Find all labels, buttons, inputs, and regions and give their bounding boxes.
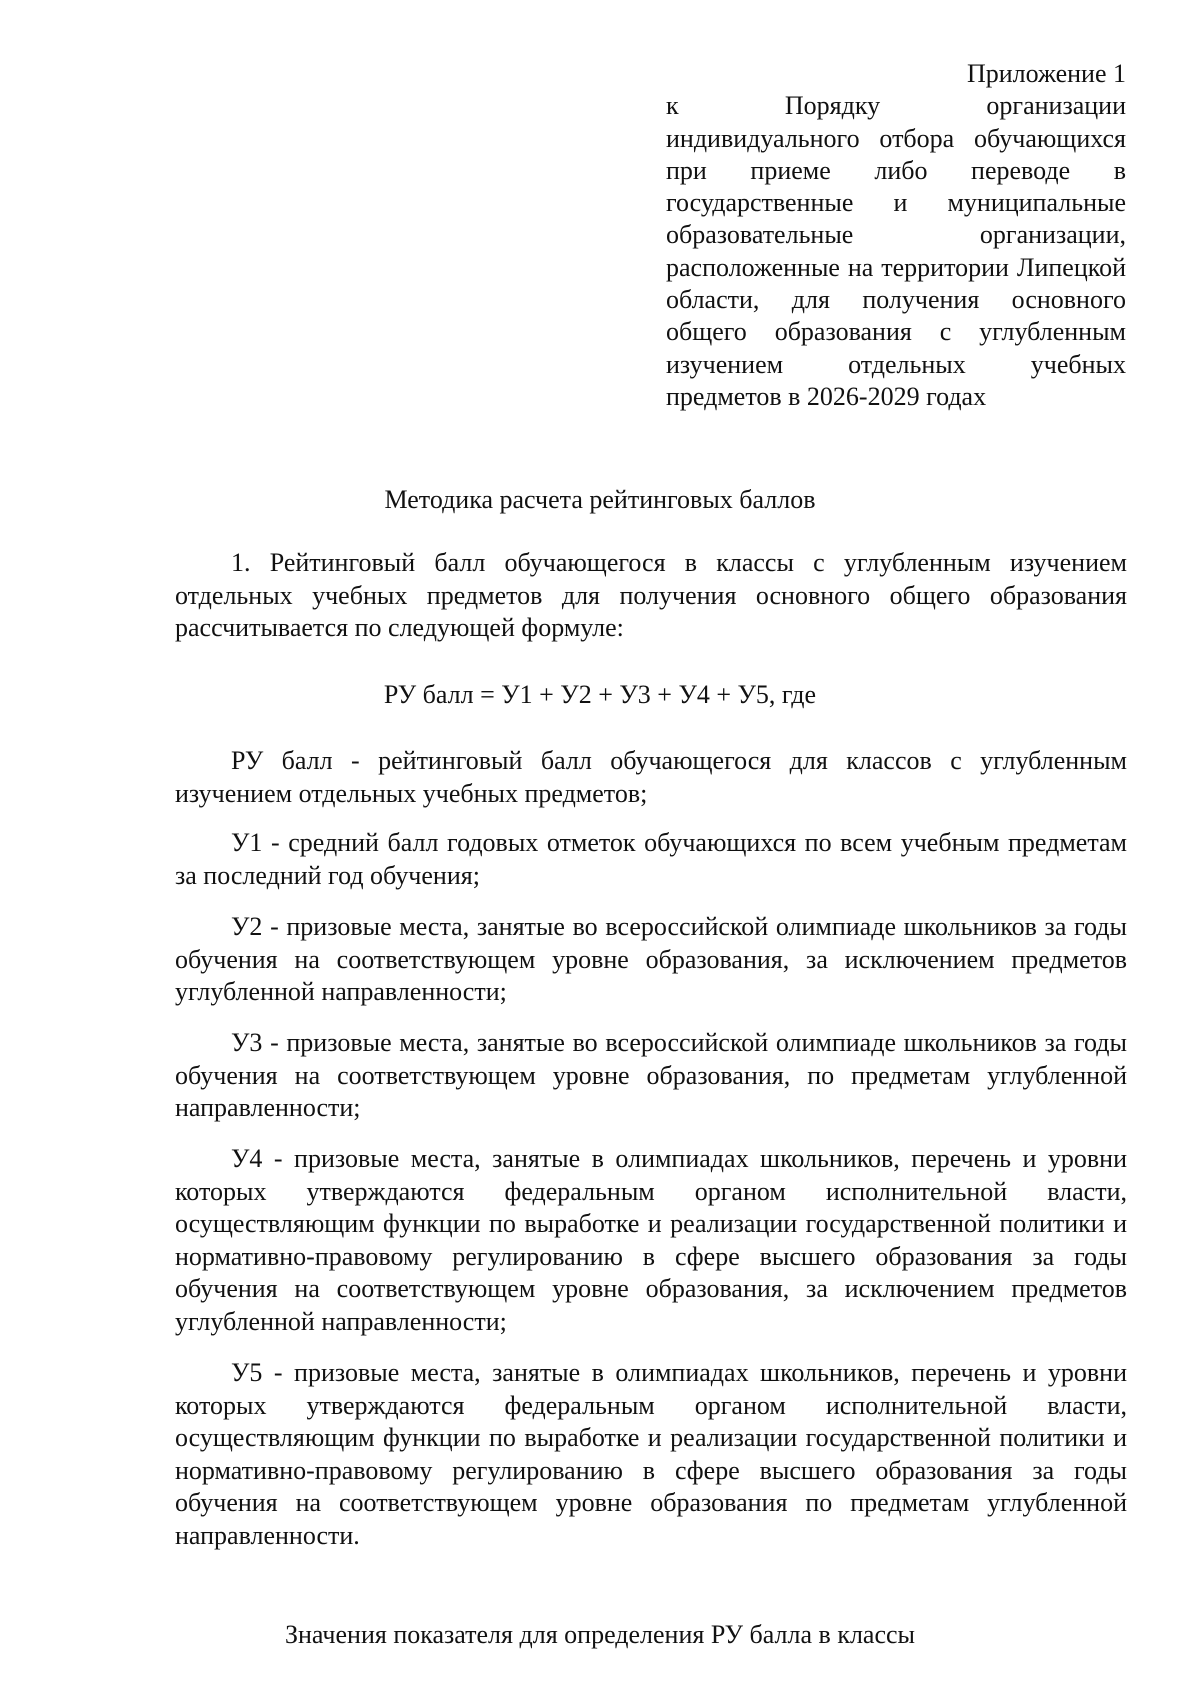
definition-u1 — [175, 827, 1127, 892]
appendix-header — [666, 58, 1126, 413]
definition-u2-text: У2 - призовые места, занятые во всероссийской олимпиаде школьников за годы обучения на соответствующем уровне образования, за исключением предметов углубленной направленности; — [175, 912, 1127, 1006]
definition-u3-text: У3 - призовые места, занятые во всероссийской олимпиаде школьников за годы обучения на соответствующем уровне образования, по предметам углубленной направленности; — [175, 1028, 1127, 1122]
formula: РУ балл = У1 + У2 + У3 + У4 + У5, где — [383, 680, 817, 709]
definition-u3 — [175, 1027, 1127, 1125]
definition-ru-ball — [175, 745, 1127, 810]
intro-section — [175, 547, 1127, 645]
definition-u5-text: У5 - призовые места, занятые в олимпиадах школьников, перечень и уровни которых утверждаются федеральным органом исполнительной власти, осуществляющим функции по выработке и реализации государственной политики и нормативно-правовому регулированию в сфере высшего образования за годы обучения на соответствующем уровне образования по предметам углубленной направленности. — [175, 1358, 1127, 1550]
definition-u4-text: У4 - призовые места, занятые в олимпиадах школьников, перечень и уровни которых утверждаются федеральным органом исполнительной власти, осуществляющим функции по выработке и реализации государственной политики и нормативно-правовому регулированию в сфере высшего образования за годы обучения на соответствующем уровне образования, за исключением предметов углубленной направленности; — [175, 1144, 1127, 1336]
definition-u2 — [175, 911, 1127, 1009]
values-title: Значения показателя для определения РУ балла в классы — [284, 1620, 916, 1649]
method-title: Методика расчета рейтинговых баллов — [384, 485, 816, 514]
definition-ru-ball-text: РУ балл - рейтинговый балл обучающегося для классов с углубленным изучением отдельных учебных предметов; — [175, 746, 1127, 808]
appendix-reference: к Порядку организации индивидуального отбора обучающихся при приеме либо переводе в государственные и муниципальные образовательные организации, расположенные на территории Липецкой области, для получения основного общего образования с углубленным изучением отдельных учебных предметов в 2026-2029 годах — [666, 91, 1126, 411]
appendix-title: Приложение 1 — [966, 59, 1126, 88]
definition-u5 — [175, 1357, 1127, 1552]
paragraph-1: 1. Рейтинговый балл обучающегося в классы с углубленным изучением отдельных учебных предметов для получения основного общего образования рассчитывается по следующей формуле: — [175, 548, 1127, 642]
definition-u4 — [175, 1143, 1127, 1338]
definition-u1-text: У1 - средний балл годовых отметок обучающихся по всем учебным предметам за последний год обучения; — [175, 828, 1127, 890]
